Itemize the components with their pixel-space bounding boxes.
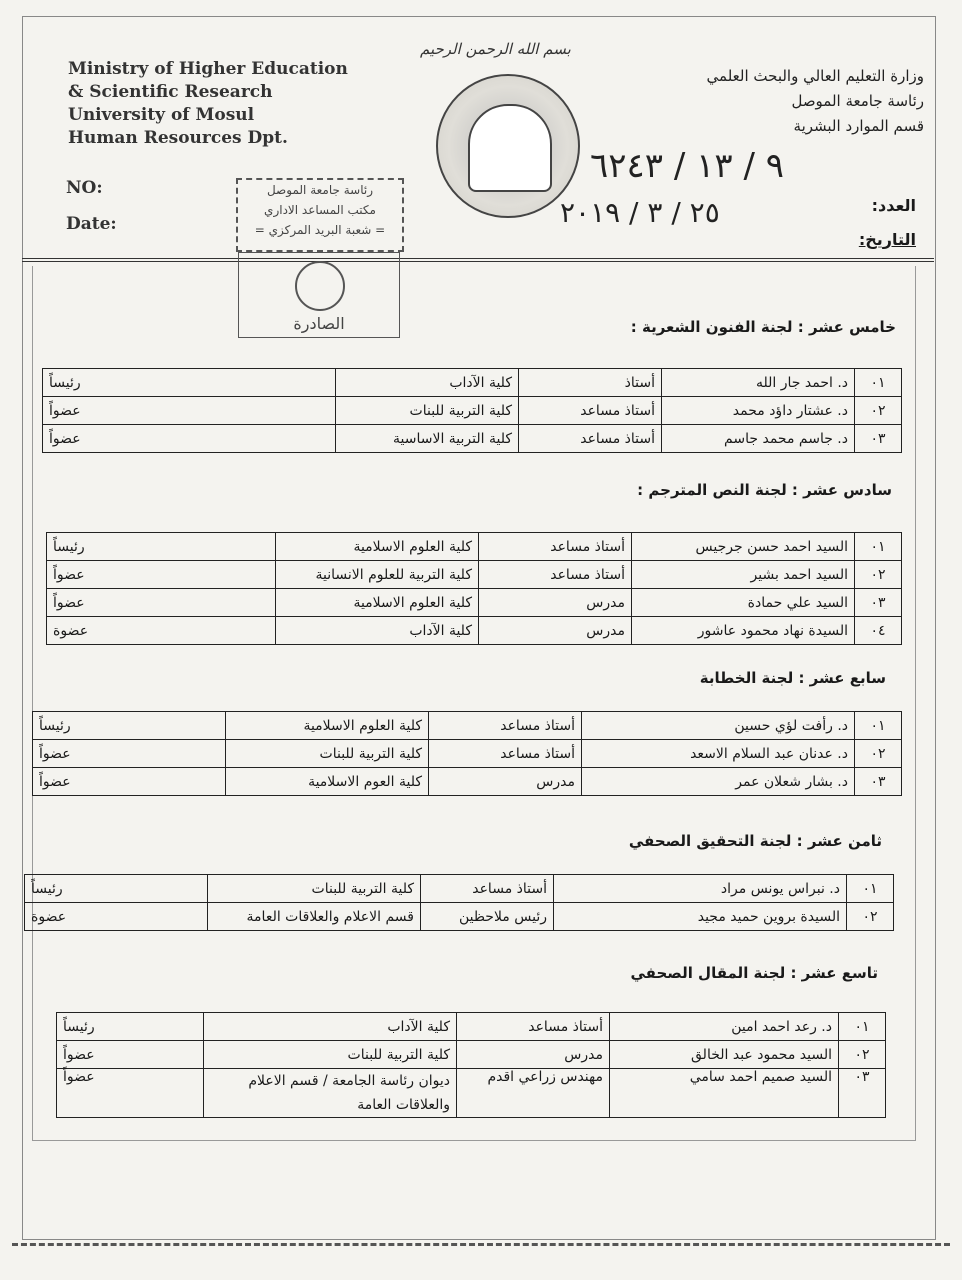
handwritten-date: ٢٥ / ٣ / ٢٠١٩ — [560, 196, 720, 229]
row-number: ٠٣ — [855, 589, 902, 617]
english-header-line4: Human Resources Dpt. — [68, 128, 288, 148]
member-role: عضوة — [25, 903, 208, 931]
seal-emblem — [468, 104, 552, 192]
member-role: عضواً — [47, 589, 276, 617]
member-rank: أستاذ مساعد — [421, 875, 554, 903]
member-role: عضواً — [57, 1041, 204, 1069]
member-role: عضواً — [57, 1069, 204, 1118]
member-role: عضواً — [43, 397, 336, 425]
member-name: د. عدنان عبد السلام الاسعد — [582, 740, 855, 768]
member-role: رئيساً — [57, 1013, 204, 1041]
page-bottom-rule — [12, 1243, 950, 1246]
stamp-line2: مكتب المساعد الاداري — [264, 203, 376, 217]
row-number: ٠٣ — [855, 425, 902, 453]
member-college: كلية التربية الاساسية — [336, 425, 519, 453]
section-title-17: سابع عشر : لجنة الخطابة — [699, 669, 886, 687]
member-role: رئيساً — [43, 369, 336, 397]
table-row — [47, 533, 902, 561]
member-name: السيدة نهاد محمود عاشور — [632, 617, 855, 645]
row-number: ٠١ — [855, 369, 902, 397]
committee-table-17 — [32, 711, 902, 796]
row-number: ٠٢ — [855, 397, 902, 425]
row-number: ٠٤ — [855, 617, 902, 645]
english-header-line2: & Scientific Research — [68, 82, 273, 102]
table-row — [33, 712, 902, 740]
row-number: ٠٢ — [855, 561, 902, 589]
member-rank: مدرس — [479, 617, 632, 645]
member-role: عضوة — [47, 617, 276, 645]
member-name: د. نبراس يونس مراد — [554, 875, 847, 903]
table-row — [57, 1013, 886, 1041]
row-number: ٠٢ — [839, 1041, 886, 1069]
member-college: كلية العلوم الاسلامية — [276, 533, 479, 561]
table-row — [47, 617, 902, 645]
row-number: ٠١ — [839, 1013, 886, 1041]
arabic-number-label: العدد: — [871, 196, 916, 215]
member-role: رئيساً — [47, 533, 276, 561]
arabic-header — [707, 64, 924, 139]
member-college: كلية التربية للبنات — [208, 875, 421, 903]
member-name: السيد احمد حسن جرجيس — [632, 533, 855, 561]
member-name: السيد احمد بشير — [632, 561, 855, 589]
outgoing-emblem-icon — [295, 261, 345, 311]
table-row — [25, 875, 894, 903]
member-college: قسم الاعلام والعلاقات العامة — [208, 903, 421, 931]
member-name: د. رأفت لؤي حسين — [582, 712, 855, 740]
member-college: كلية العلوم الاسلامية — [226, 712, 429, 740]
committee-table-19 — [56, 1012, 886, 1118]
member-college: كلية التربية للعلوم الانسانية — [276, 561, 479, 589]
outgoing-box — [238, 252, 400, 338]
member-rank: أستاذ مساعد — [429, 712, 582, 740]
member-college: كلية الآداب — [276, 617, 479, 645]
member-role: عضواً — [33, 740, 226, 768]
member-rank: أستاذ مساعد — [479, 561, 632, 589]
section-title-15: خامس عشر : لجنة الفنون الشعرية : — [630, 318, 896, 336]
member-rank: رئيس ملاحظين — [421, 903, 554, 931]
member-rank: أستاذ مساعد — [457, 1013, 610, 1041]
outgoing-label: الصادرة — [293, 314, 345, 333]
member-role: عضواً — [33, 768, 226, 796]
arabic-header-line2: رئاسة جامعة الموصل — [791, 92, 924, 110]
member-college: كلية التربية للبنات — [204, 1041, 457, 1069]
member-rank: مهندس زراعي اقدم — [457, 1069, 610, 1118]
member-rank: مدرس — [429, 768, 582, 796]
table-row — [57, 1041, 886, 1069]
member-college: كلية العلوم الاسلامية — [276, 589, 479, 617]
member-name: د. احمد جار الله — [662, 369, 855, 397]
table-row — [43, 369, 902, 397]
arabic-header-line1: وزارة التعليم العالي والبحث العلمي — [706, 67, 924, 85]
english-number-label: NO: — [66, 178, 103, 198]
section-title-16: سادس عشر : لجنة النص المترجم : — [637, 481, 892, 499]
section-title-18: ثامن عشر : لجنة التحقيق الصحفي — [628, 832, 882, 850]
member-role: رئيساً — [33, 712, 226, 740]
member-name: د. بشار شعلان عمر — [582, 768, 855, 796]
row-number: ٠٣ — [839, 1069, 886, 1118]
table-row — [57, 1069, 886, 1118]
member-name: السيد علي حمادة — [632, 589, 855, 617]
member-college: كلية العوم الاسلامية — [226, 768, 429, 796]
english-date-label: Date: — [66, 214, 117, 234]
member-college: كلية التربية للبنات — [336, 397, 519, 425]
member-name: السيد محمود عبد الخالق — [610, 1041, 839, 1069]
mail-stamp — [236, 178, 404, 252]
member-role: عضواً — [43, 425, 336, 453]
university-seal-logo — [436, 74, 580, 218]
row-number: ٠١ — [855, 533, 902, 561]
stamp-line3: = شعبة البريد المركزي = — [254, 223, 386, 237]
arabic-date-label: التاريخ: — [858, 230, 916, 249]
committee-table-15 — [42, 368, 902, 453]
member-rank: مدرس — [479, 589, 632, 617]
table-row — [43, 397, 902, 425]
english-header-line1: Ministry of Higher Education — [68, 59, 348, 79]
row-number: ٠٢ — [847, 903, 894, 931]
row-number: ٠١ — [855, 712, 902, 740]
handwritten-number: ٩ / ١٣ / ٦٢٤٣ — [590, 146, 784, 186]
member-college: كلية الآداب — [336, 369, 519, 397]
english-header — [68, 58, 348, 150]
member-name: السيد صميم احمد سامي — [610, 1069, 839, 1118]
basmala: بسم الله الرحمن الرحيم — [420, 40, 571, 58]
member-role: عضواً — [47, 561, 276, 589]
stamp-line1: رئاسة جامعة الموصل — [266, 183, 374, 197]
section-title-19: تاسع عشر : لجنة المقال الصحفي — [630, 964, 878, 982]
member-role: رئيساً — [25, 875, 208, 903]
member-name: د. جاسم محمد جاسم — [662, 425, 855, 453]
header-divider — [22, 258, 934, 262]
member-name: د. عشتار داؤد محمد — [662, 397, 855, 425]
table-row — [33, 768, 902, 796]
member-college: كلية الآداب — [204, 1013, 457, 1041]
table-row — [25, 903, 894, 931]
table-row — [47, 589, 902, 617]
arabic-header-line3: قسم الموارد البشرية — [793, 117, 924, 135]
member-rank: أستاذ — [519, 369, 662, 397]
table-row — [33, 740, 902, 768]
committee-table-18 — [24, 874, 894, 931]
member-rank: مدرس — [457, 1041, 610, 1069]
member-rank: أستاذ مساعد — [519, 397, 662, 425]
member-rank: أستاذ مساعد — [479, 533, 632, 561]
member-college: ديوان رئاسة الجامعة / قسم الاعلام والعلاقات العامة — [204, 1069, 457, 1118]
member-rank: أستاذ مساعد — [519, 425, 662, 453]
row-number: ٠٣ — [855, 768, 902, 796]
row-number: ٠٢ — [855, 740, 902, 768]
committee-table-16 — [46, 532, 902, 645]
row-number: ٠١ — [847, 875, 894, 903]
member-rank: أستاذ مساعد — [429, 740, 582, 768]
member-college: كلية التربية للبنات — [226, 740, 429, 768]
member-name: د. رعد احمد امين — [610, 1013, 839, 1041]
table-row — [43, 425, 902, 453]
english-header-line3: University of Mosul — [68, 105, 255, 125]
member-name: السيدة بروين حميد مجيد — [554, 903, 847, 931]
table-row — [47, 561, 902, 589]
